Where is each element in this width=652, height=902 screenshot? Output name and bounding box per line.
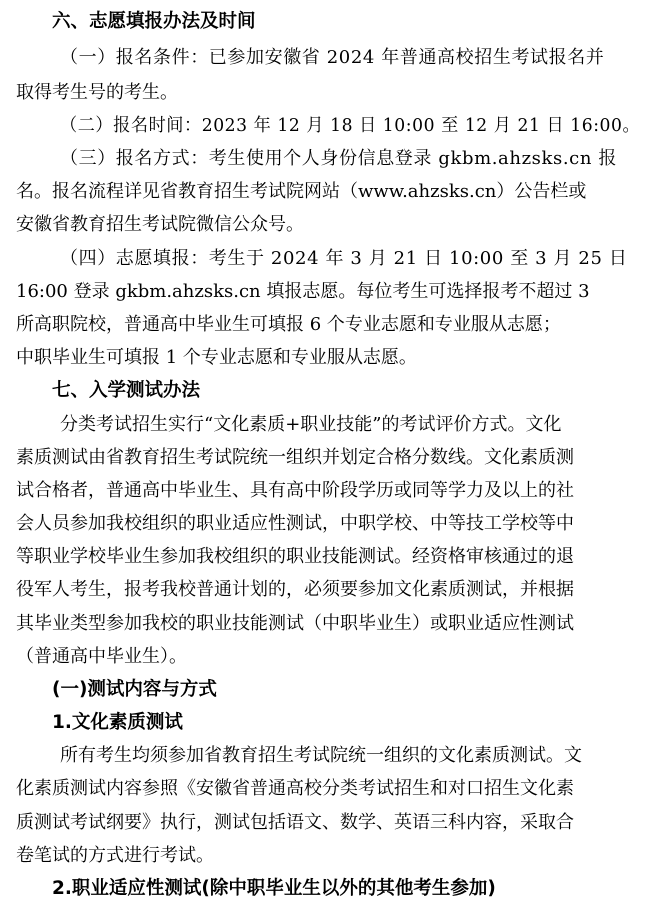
section-7-line-6: 役军人考生，报考我校普通计划的，必须要参加文化素质测试，并根据 bbox=[16, 579, 574, 600]
section-6-line-4: （三）报名方式：考生使用个人身份信息登录 gkbm.ahzsks.cn 报 bbox=[60, 148, 617, 169]
section-7-line-2: 素质测试由省教育招生考试院统一组织并划定合格分数线。文化素质测 bbox=[16, 447, 574, 468]
section-7-line-5: 等职业学校毕业生参加我校组织的职业技能测试。经资格审核通过的退 bbox=[16, 546, 574, 567]
subsection-1-title: (一)测试内容与方式 bbox=[52, 679, 217, 700]
section-6-line-3: （二）报名时间：2023 年 12 月 18 日 10:00 至 12 月 21 日 16:00。 bbox=[60, 115, 641, 136]
section-6-line-8: 16:00 登录 gkbm.ahzsks.cn 填报志愿。每位考生可选择报考不超过 3 bbox=[16, 281, 590, 302]
item-1-line-3: 质测试考试纲要》执行，测试包括语文、数学、英语三科内容，采取合 bbox=[16, 812, 574, 833]
section-7-title: 七、入学测试办法 bbox=[52, 380, 201, 401]
section-7-line-7: 其毕业类型参加我校的职业技能测试（中职毕业生）或职业适应性测试 bbox=[16, 613, 574, 634]
section-6-title: 六、志愿填报办法及时间 bbox=[52, 11, 256, 32]
section-7-line-3: 试合格者，普通高中毕业生、具有高中阶段学历或同等学力及以上的社 bbox=[16, 480, 574, 501]
section-7-line-1: 分类考试招生实行“文化素质+职业技能”的考试评价方式。文化 bbox=[60, 414, 562, 435]
item-2-title: 2.职业适应性测试(除中职毕业生以外的其他考生参加) bbox=[52, 878, 496, 899]
section-6-line-5: 名。报名流程详见省教育招生考试院网站（www.ahzsks.cn）公告栏或 bbox=[16, 181, 587, 202]
section-6-line-6: 安徽省教育招生考试院微信公众号。 bbox=[16, 214, 304, 235]
section-7-line-8: （普通高中毕业生）。 bbox=[16, 646, 187, 667]
item-1-title: 1.文化素质测试 bbox=[52, 712, 183, 733]
item-1-line-2: 化素质测试内容参照《安徽省普通高校分类考试招生和对口招生文化素 bbox=[16, 778, 574, 799]
section-6-line-1: （一）报名条件：已参加安徽省 2024 年普通高校招生考试报名并 bbox=[60, 47, 605, 68]
section-6-line-9: 所高职院校，普通高中毕业生可填报 6 个专业志愿和专业服从志愿； bbox=[16, 314, 561, 335]
item-1-line-4: 卷笔试的方式进行考试。 bbox=[16, 845, 214, 866]
item-1-line-1: 所有考生均须参加省教育招生考试院统一组织的文化素质测试。文 bbox=[60, 745, 582, 766]
section-6-line-2: 取得考生号的考生。 bbox=[16, 82, 178, 103]
section-7-line-4: 会人员参加我校组织的职业适应性测试，中职学校、中等技工学校等中 bbox=[16, 513, 574, 534]
section-6-line-10: 中职毕业生可填报 1 个专业志愿和专业服从志愿。 bbox=[16, 347, 417, 368]
section-6-line-7: （四）志愿填报：考生于 2024 年 3 月 21 日 10:00 至 3 月 25 日 bbox=[60, 248, 628, 269]
